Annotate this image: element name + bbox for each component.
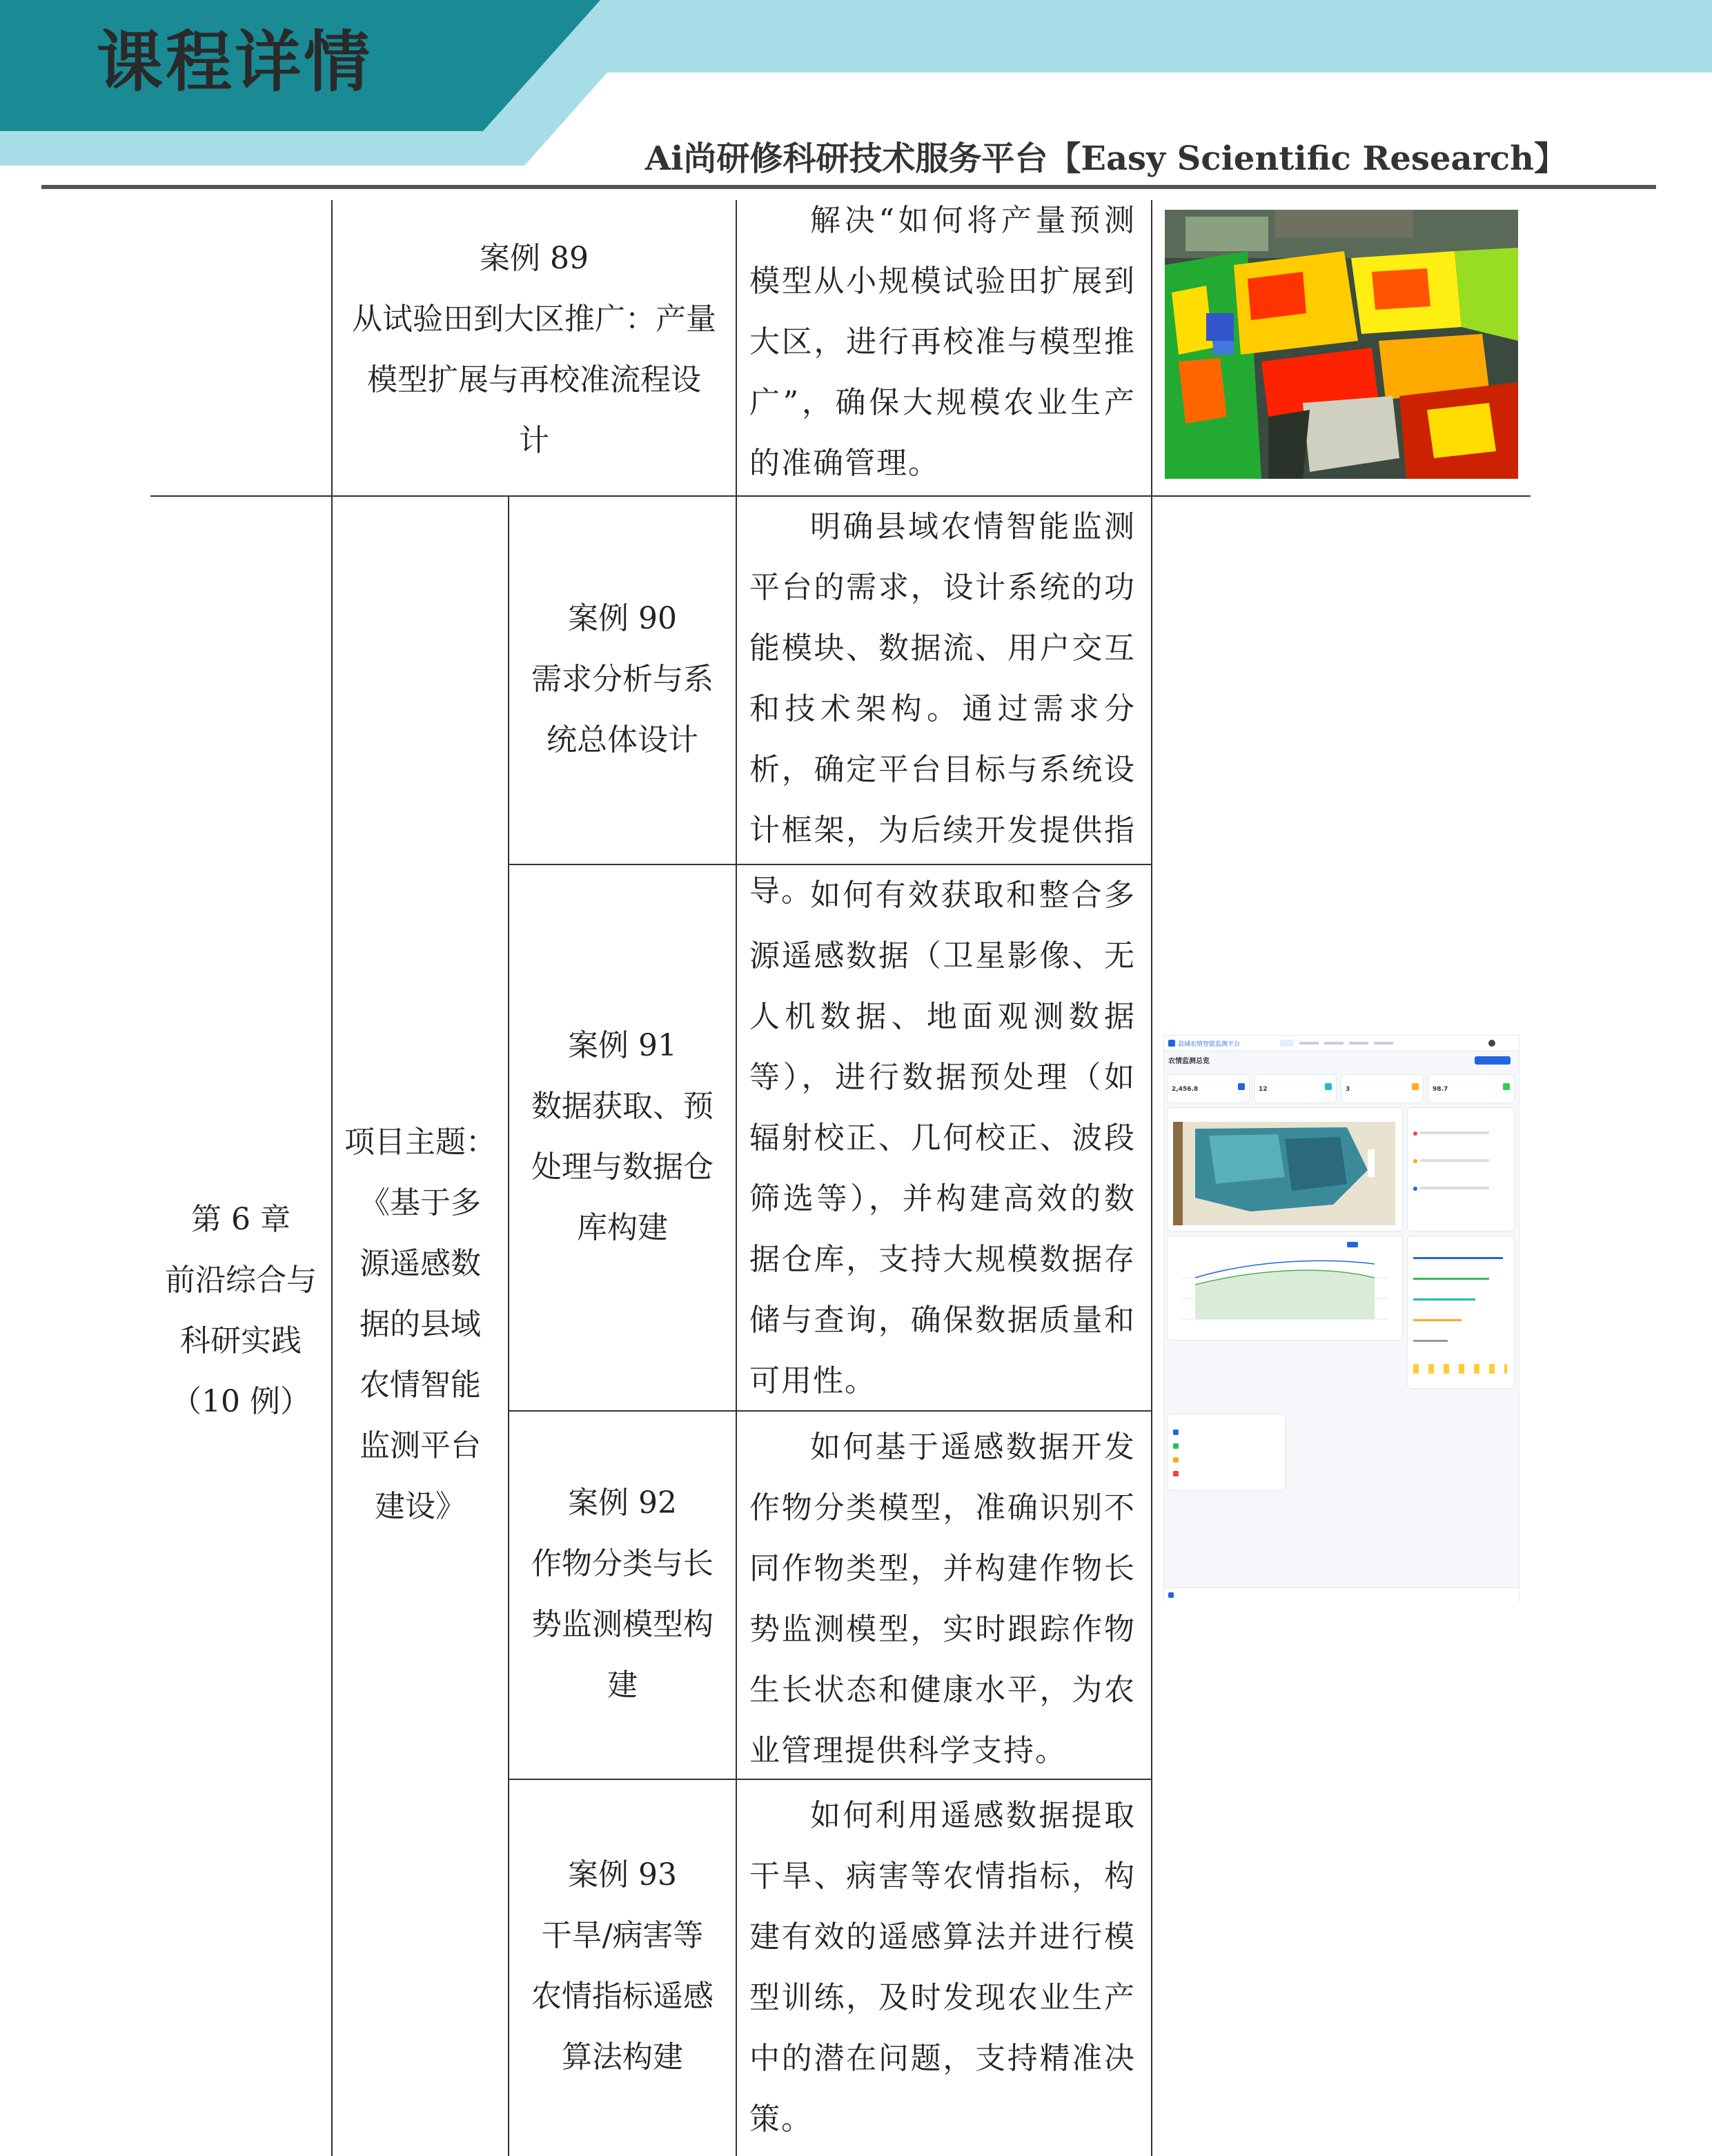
dashboard-page-title: 农情监测总览 (1168, 1058, 1210, 1065)
app-logo-icon (1168, 1040, 1175, 1047)
case-title-line: 数据获取、预 (531, 1089, 714, 1124)
stat-icon (1325, 1083, 1332, 1090)
dashboard-screenshot (1163, 1035, 1519, 1602)
platform-subtitle: Ai尚研修科研技术服务平台【Easy Scientific Research】 (645, 139, 1567, 178)
case-title-line: 算法构建 (562, 2039, 683, 2075)
case-title-cell (333, 207, 736, 493)
nav-tab (1374, 1042, 1393, 1045)
case-title-line: 作物分类与长 (531, 1546, 714, 1581)
dashboard-footer (1164, 1588, 1519, 1602)
case-title-line: 需求分析与系 (531, 662, 714, 697)
project-cell (333, 1104, 508, 1545)
case-title-line: 计 (519, 423, 549, 458)
map-card (1167, 1107, 1403, 1232)
stat-icon (1238, 1083, 1245, 1090)
weather-row (1413, 1364, 1507, 1374)
case-description-text: 如何基于遥感数据开发作物分类模型，准确识别不同作物类型，并构建作物长势监测模型，实时跟踪作物生长状态和健康水平，为农业管理提供科学支持。 (749, 1430, 1136, 1768)
case-title-line: 处理与数据仓 (531, 1149, 714, 1185)
project-line: 建设》 (375, 1489, 466, 1524)
yield-map-graphic (1165, 210, 1518, 479)
progress-bar (1413, 1340, 1448, 1342)
nav-tab (1299, 1042, 1319, 1045)
dashboard-topbar (1164, 1036, 1519, 1051)
task-icon (1173, 1471, 1179, 1476)
case-description (749, 190, 1136, 494)
stat-value: 98.7 (1433, 1086, 1448, 1093)
stat-card (1341, 1074, 1424, 1103)
case-title-line: 模型扩展与再校准流程设 (367, 362, 701, 397)
case-description-text: 如何有效获取和整合多源遥感数据（卫星影像、无人机数据、地面观测数据等），进行数据预处理（如辐射校正、几何校正、波段筛选等），并构建高效的数据仓库，支持大规模数据存储与查询，确保数据质量和可用性。 (749, 878, 1136, 1398)
task-icon (1173, 1443, 1179, 1449)
alert-dot (1413, 1131, 1417, 1136)
case-title-line: 干旱/病害等 (541, 1918, 704, 1953)
nav-tab (1324, 1042, 1344, 1045)
case-title-line: 势监测模型构 (531, 1607, 714, 1642)
alert-line (1420, 1159, 1489, 1162)
header-rule (41, 185, 1656, 189)
case-number: 案例 90 (568, 601, 677, 636)
chapter-title-line: 科研实践 (180, 1323, 302, 1358)
alert-line (1420, 1187, 1489, 1189)
stat-icon (1412, 1083, 1419, 1090)
task-icon (1173, 1430, 1179, 1435)
stat-value: 3 (1346, 1086, 1350, 1093)
case-title-line: 从试验田到大区推广：产量 (352, 301, 716, 337)
alert-dot (1413, 1187, 1417, 1191)
stat-card (1167, 1074, 1250, 1103)
dashboard-app-name: 县域农情智能监测平台 (1178, 1041, 1241, 1048)
trend-chart-card (1167, 1236, 1403, 1341)
chapter-count: （10 例） (171, 1384, 311, 1419)
case-title-line: 库构建 (577, 1210, 668, 1245)
progress-bar (1413, 1319, 1462, 1321)
table-vline (736, 200, 737, 2156)
case-title-cell (509, 497, 736, 862)
remote-sensing-map (1168, 1108, 1402, 1231)
crop-health-card (1407, 1236, 1515, 1389)
project-line: 项目主题： (344, 1125, 496, 1160)
recent-tasks-card (1167, 1414, 1286, 1491)
alert-line (1420, 1131, 1489, 1134)
project-line: 监测平台 (360, 1428, 481, 1463)
alert-list-card (1407, 1107, 1515, 1232)
case-number: 案例 92 (568, 1485, 677, 1521)
progress-bar (1413, 1257, 1503, 1259)
case-number: 案例 93 (568, 1857, 677, 1892)
case-title-line: 农情指标遥感 (531, 1979, 714, 2014)
project-line: 源遥感数 (360, 1246, 481, 1281)
case-number: 案例 89 (480, 241, 589, 276)
page-title: 课程详情 (97, 23, 373, 101)
table-vline (1151, 200, 1152, 2156)
case-description (749, 865, 1136, 1412)
case-title-cell (509, 865, 736, 1409)
nav-tab (1280, 1040, 1294, 1047)
progress-bar (1413, 1298, 1475, 1300)
case-title-cell (509, 1780, 736, 2153)
trend-chart (1168, 1236, 1402, 1340)
export-button (1475, 1056, 1511, 1065)
case-title-line: 统总体设计 (547, 722, 698, 758)
stat-value: 12 (1259, 1086, 1268, 1093)
task-icon (1173, 1457, 1179, 1463)
stat-card (1428, 1074, 1515, 1103)
chapter-cell (150, 1173, 331, 1449)
avatar (1488, 1040, 1495, 1047)
case-description (749, 1417, 1136, 1781)
yield-map-image (1165, 210, 1518, 479)
chapter-number: 第 6 章 (191, 1202, 291, 1237)
case-description (749, 1786, 1136, 2150)
stat-card (1254, 1074, 1337, 1103)
stat-value: 2,456.8 (1172, 1086, 1199, 1093)
case-title-cell (509, 1412, 736, 1777)
nav-tab (1349, 1042, 1368, 1045)
case-description-text: 解决“如何将产量预测模型从小规模试验田扩展到大区，进行再校准与模型推广”，确保大规模农业生产的准确管理。 (749, 203, 1136, 481)
case-description (749, 497, 1136, 922)
case-description-text: 如何利用遥感数据提取干旱、病害等农情指标，构建有效的遥感算法并进行模型训练，及时发现农业生产中的潜在问题，支持精准决策。 (749, 1798, 1136, 2137)
project-line: 据的县域 (360, 1307, 481, 1342)
project-line: 《基于多 (360, 1185, 481, 1220)
case-description-text: 明确县域农情智能监测平台的需求，设计系统的功能模块、数据流、用户交互和技术架构。通过需求分析，确定平台目标与系统设计框架，为后续开发提供指导。 (749, 509, 1136, 909)
stat-icon (1503, 1083, 1510, 1090)
chapter-title-line: 前沿综合与 (165, 1263, 317, 1298)
case-number: 案例 91 (568, 1028, 677, 1063)
case-title-line: 建 (607, 1668, 638, 1703)
alert-dot (1413, 1159, 1417, 1163)
progress-bar (1413, 1278, 1489, 1280)
footer-logo-icon (1168, 1592, 1174, 1598)
project-line: 农情智能 (360, 1367, 481, 1403)
